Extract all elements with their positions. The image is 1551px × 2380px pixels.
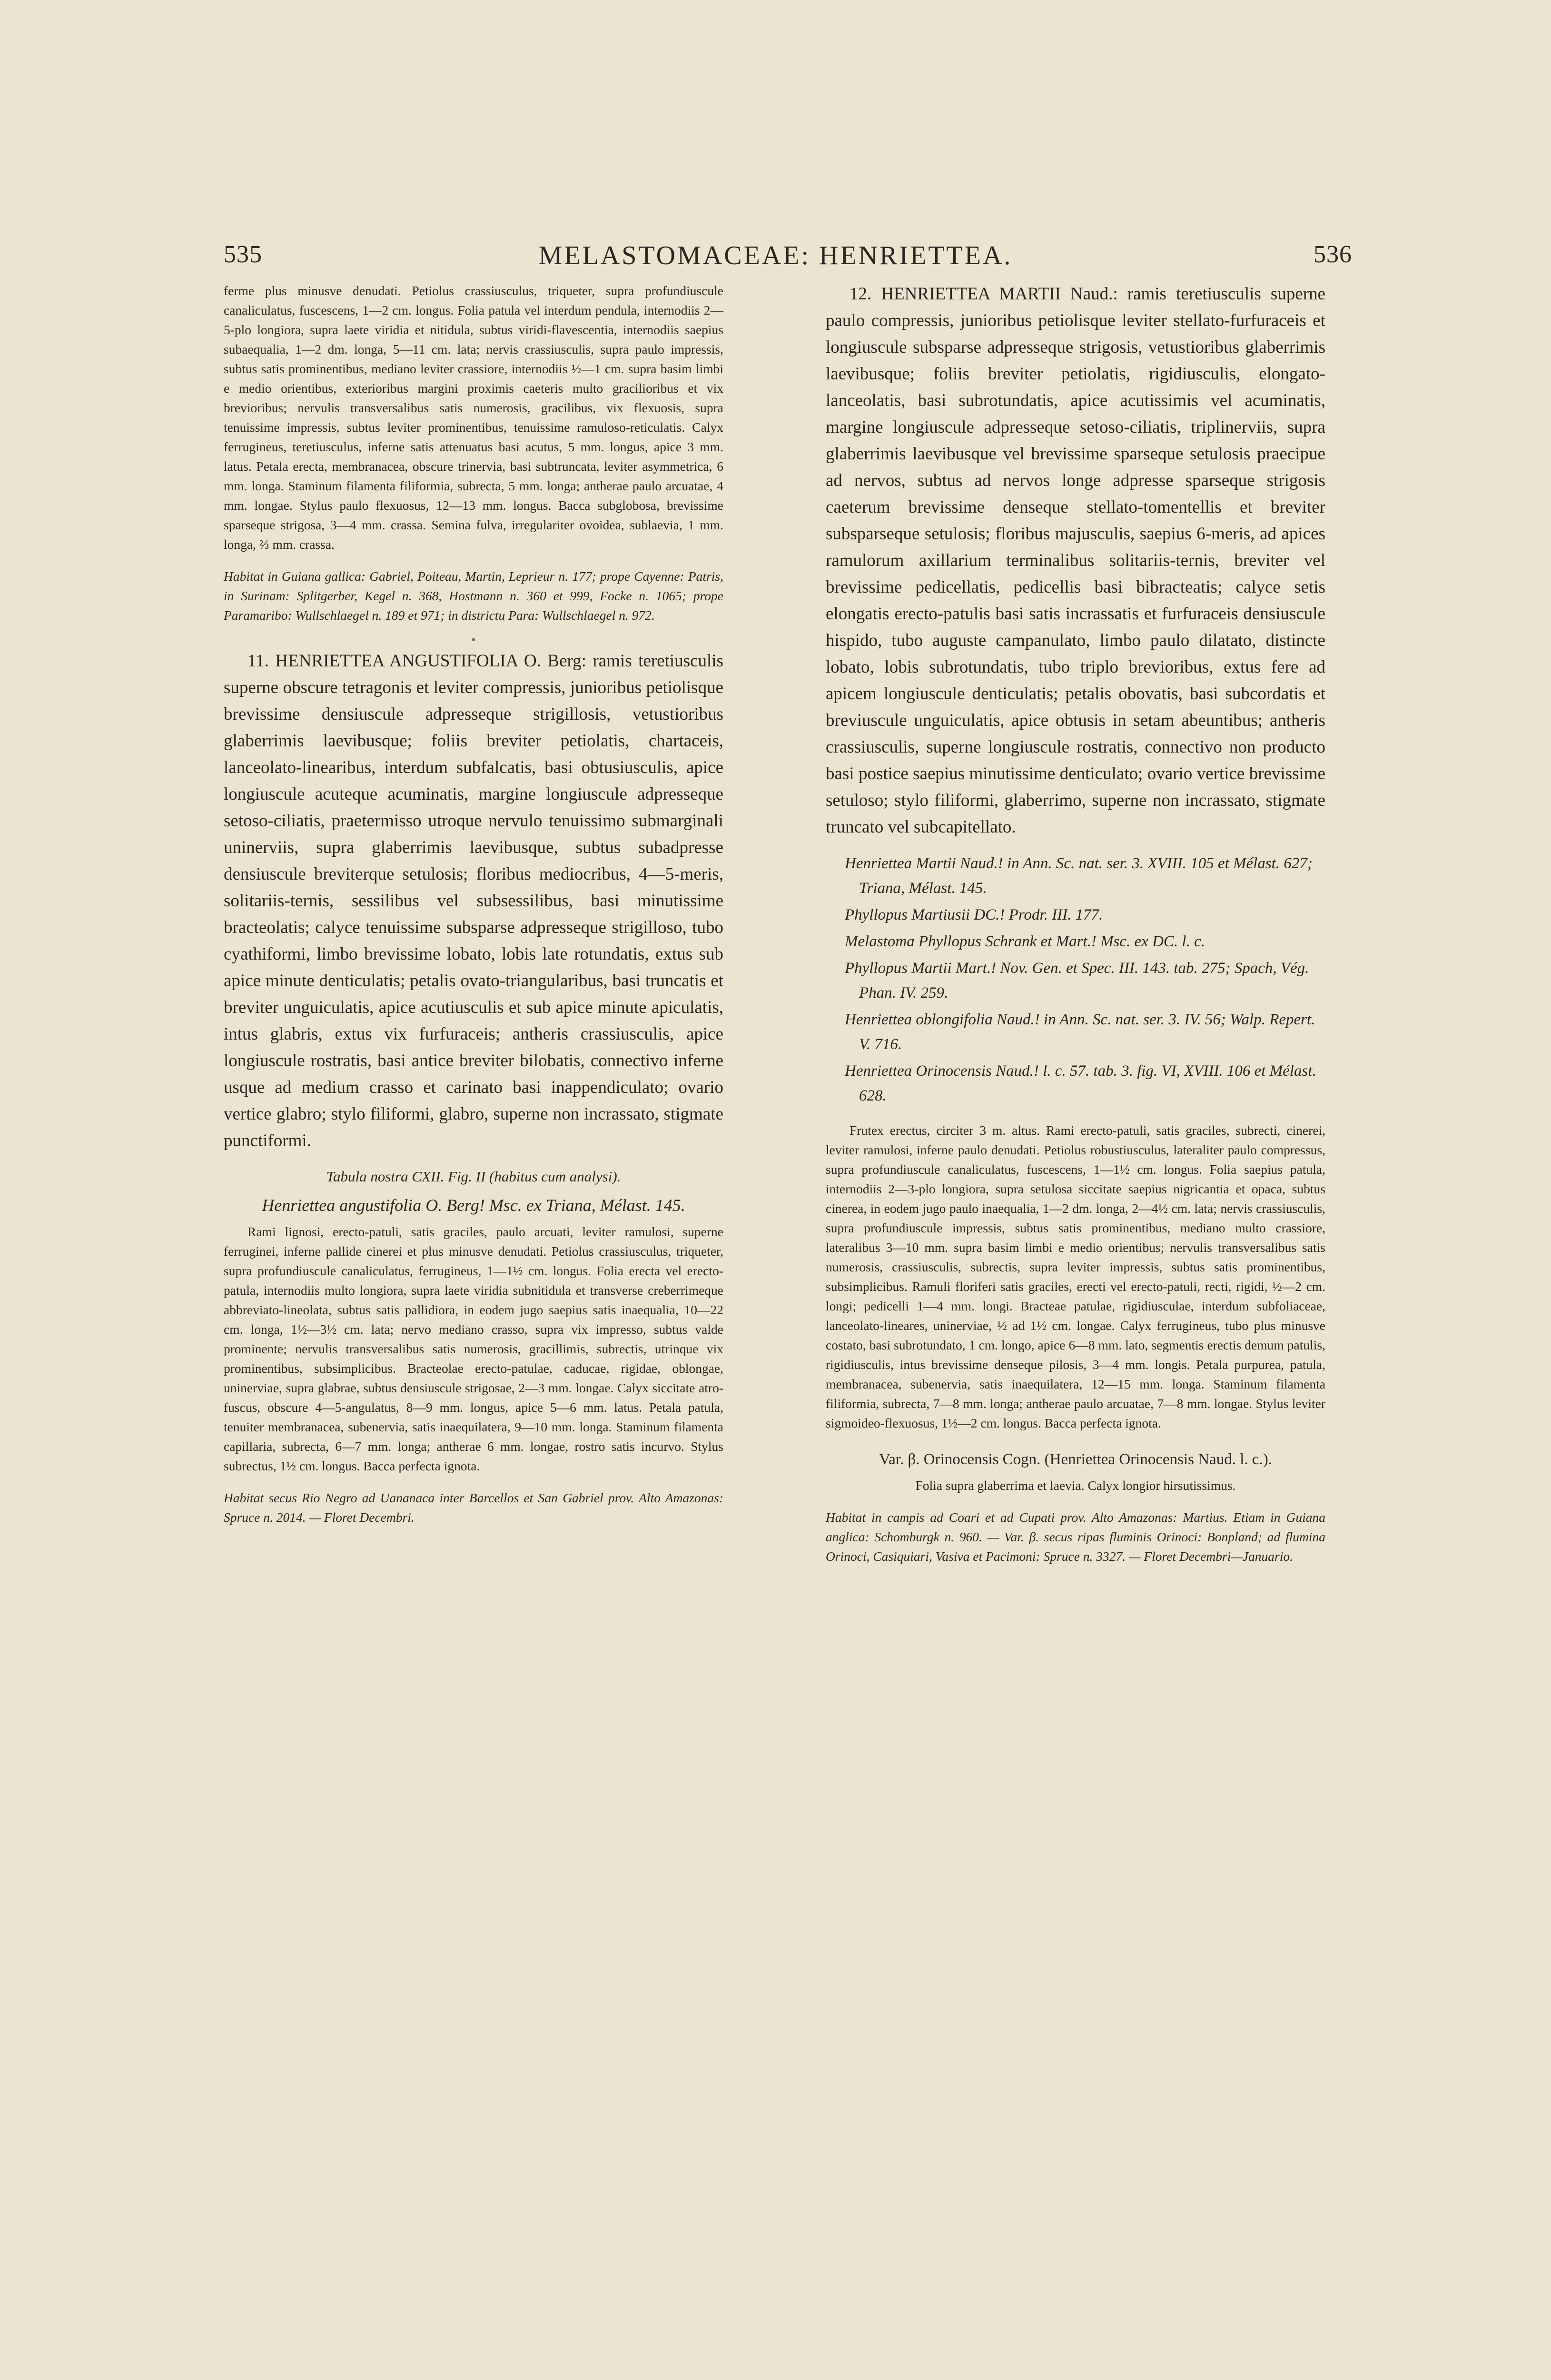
- continued-description: ferme plus minusve denudati. Petiolus crassiusculus, triqueter, supra profundiuscule canaliculatus, fuscescens, 1—2 cm. longus. Folia patula vel interdum pendula, internodiis 2—5-plo longiora, supra laete viridia et nitidula, subtus viridi-flavescentia, internodiis saepius subaequalia, 1—2 dm. longa, 5—11 cm. lata; nervis crassiusculis, supra paulo impressis, subtus satis prominentibus, mediano leviter crassiore, internodiis ½—1 cm. supra basim limbi e medio orientibus, exterioribus margini proximis caeteris multo gracilioribus et vix brevioribus; nervulis transversalibus satis numerosis, gracilibus, vix flexuosis, supra tenuissime impressis, subtus leviter prominentibus, tenuissime ramuloso-reticulatis. Calyx ferrugineus, teretiusculus, inferne satis attenuatus basi acutus, 5 mm. longus, apice 3 mm. latus. Petala erecta, membranacea, obscure trinervia, basi subtruncata, leviter asymmetrica, 6 mm. longa. Staminum filamenta filiformia, subrecta, 5 mm. longa; antherae paulo arcuatae, 4 mm. longae. Stylus paulo flexuosus, 12—13 mm. longus. Bacca subglobosa, brevissime sparseque strigosa, 3—4 mm. crassa. Semina fulva, irregulariter ovoidea, sublaevia, 1 mm. longa, ⅔ mm. crassa.: [224, 283, 723, 552]
- synonym-entry: Henriettea Orinocensis Naud.! l. c. 57. tab. 3. fig. VI, XVIII. 106 et Mélast. 628.: [845, 1062, 1316, 1104]
- running-header: MELASTOMACEAE: HENRIETTEA.: [538, 241, 1013, 270]
- species-11-description: Rami lignosi, erecto-patuli, satis graciles, paulo arcuati, leviter ramulosi, superne ferruginei, inferne pallide cinerei et plus minusve denudati. Petiolus crassiusculus, triqueter, supra profundiuscule canaliculatus, ferrugineus, 1—1½ cm. longus. Folia erecta vel erecto-patula, internodiis multo longiora, supra laete viridia subnitidula et transverse creberrimeque abbreviato-lineolata, subtus satis pallidiora, in eodem jugo saepius satis inaequalia, 10—22 cm. longa, 1½—3½ cm. lata; nervo mediano crasso, supra vix impresso, subtus valde prominente; nervulis transversalibus satis numerosis, gracillimis, subrectis, utrinque vix prominentibus, subsimplicibus. Bracteolae erecto-patulae, caducae, rigidae, oblongae, uninerviae, supra glabrae, subtus densiuscule strigosae, 2—3 mm. longae. Calyx siccitate atro-fuscus, obscure 4—5-angulatus, 8—9 mm. longus, apice 5—6 mm. latus. Petala patula, tenuiter membranacea, subenervia, satis inaequilatera, 9—10 mm. longa. Staminum filamenta capillaria, subrecta, 6—7 mm. longa; antherae 6 mm. longae, rostro satis incurvo. Stylus subrectus, 1½ cm. longus. Bacca perfecta ignota.: [224, 1224, 723, 1473]
- page-number-right: 536: [1314, 241, 1352, 268]
- species-11-synonym: Henriettea angustifolia O. Berg! Msc. ex Triana, Mélast. 145.: [262, 1196, 685, 1215]
- page-number-left: 535: [224, 241, 262, 268]
- plate-reference: Tabula nostra CXII. Fig. II (habitus cum analysi).: [326, 1168, 621, 1185]
- synonym-entry: Phyllopus Martii Mart.! Nov. Gen. et Spec. III. 143. tab. 275; Spach, Vég. Phan. IV. 259.: [845, 960, 1309, 1002]
- species-11-habitat: Habitat secus Rio Negro ad Uananaca inter Barcellos et San Gabriel prov. Alto Amazonas: Spruce n. 2014. — Floret Decembri.: [224, 1490, 723, 1525]
- left-column: [224, 281, 723, 1532]
- column-divider: [776, 286, 777, 1899]
- species-11-diagnosis: 11. HENRIETTEA ANGUSTIFOLIA O. Berg: ramis teretiusculis superne obscure tetragonis et leviter compressis, junioribus petiolisque brevissime densiuscule adpresseque strigillosis, vetustioribus glaberrimis laevibusque; foliis breviter petiolatis, chartaceis, lanceolato-linearibus, interdum subfalcatis, basi obtusiusculis, apice longiuscule acuteque acuminatis, margine longiuscule adpresseque setoso-ciliatis, praetermisso utroque nervulo tenuissimo submarginali uninerviis, supra glaberrimis laevibusque, subtus subadpresse densiuscule breviterque setulosis; floribus mediocribus, 4—5-meris, solitariis-ternis, sessilibus vel subsessilibus, basi minutissime bracteolatis; calyce tenuissime subsparse adpresseque strigilloso, tubo cyathiformi, limbo brevissime lobato, lobis late rotundatis, extus sub apice minute denticulatis; petalis ovato-triangularibus, basi truncatis et breviter unguiculatis, apice acutiusculis et sub apice minute apiculatis, intus glabris, extus vix furfuraceis; antheris crassiusculis, apice longiuscule rostratis, basi antice breviter bilobatis, connectivo inferne usque ad medium crasso et carinato basi inappendiculato; ovario vertice glabro; stylo filiformi, glabro, superne non incrassato, stigmate punctiformi.: [224, 651, 723, 1150]
- synonym-entry: Henriettea Martii Naud.! in Ann. Sc. nat. ser. 3. XVIII. 105 et Mélast. 627; Triana, Mélast. 145.: [845, 855, 1313, 897]
- synonym-entry: Phyllopus Martiusii DC.! Prodr. III. 177.: [845, 906, 1103, 923]
- synonym-entry: Henriettea oblongifolia Naud.! in Ann. Sc. nat. ser. 3. IV. 56; Walp. Repert. V. 716.: [845, 1011, 1315, 1053]
- ornament-mark: •: [471, 633, 476, 647]
- habitat-previous-species: Habitat in Guiana gallica: Gabriel, Poiteau, Martin, Leprieur n. 177; prope Cayenne: Patris, in Surinam: Splitgerber, Kegel n. 368, Hostmann n. 360 et 999, Focke n. 1065; prope Paramaribo: Wullschlaegel n. 189 et 971; in districtu Para: Wullschlaegel n. 972.: [224, 569, 723, 623]
- species-12-synonyms: [826, 851, 1325, 1108]
- variety-note: Folia supra glaberrima et laevia. Calyx longior hirsutissimus.: [915, 1478, 1236, 1493]
- species-12-diagnosis: 12. HENRIETTEA MARTII Naud.: ramis teretiusculis superne paulo compressis, junioribus petiolisque leviter stellato-furfuraceis et longiuscule subsparse adpresseque strigosis, vetustioribus glaberrimis laevibusque; foliis breviter petiolatis, rigidiusculis, elongato-lanceolatis, basi subrotundatis, apice acutissimis vel acuminatis, margine longiuscule adpresseque setoso-ciliatis, triplinerviis, supra glaberrimis laevibusque vel brevissime sparseque setulosis praecipue ad nervos, subtus ad nervos longe adpresse sparseque strigosis caeterum brevissime denseque stellato-tomentellis et breviter subsparseque setulosis; floribus majusculis, saepius 6-meris, ad apices ramulorum axillarium terminalibus solitariis-ternis, breviter vel brevissime pedicellatis, pedicellis basi bibracteatis; calyce setis elongatis erecto-patulis basi satis incrassatis et furfuraceis densiuscule hispido, tubo auguste campanulato, limbo paulo dilatato, distincte lobato, lobis subrotundatis, tubo triplo brevioribus, extus fere ad apicem longiuscule denticulatis; petalis obovatis, basi subcordatis et breviuscule unguiculatis, apice obtusis in setam abeuntibus; antheris crassiusculis, superne longiuscule rostratis, connectivo non producto basi postice saepius minutissime denticulato; ovario vertice brevissime setuloso; stylo filiformi, glaberrimo, superne non incrassato, stigmate truncato vel subcapitellato.: [826, 284, 1325, 837]
- synonym-entry: Melastoma Phyllopus Schrank et Mart.! Msc. ex DC. l. c.: [845, 933, 1205, 950]
- species-12-habitat: Habitat in campis ad Coari et ad Cupati prov. Alto Amazonas: Martius. Etiam in Guiana anglica: Schomburgk n. 960. — Var. β. secus ripas fluminis Orinoci: Bonpland; ad flumina Orinoci, Casiquiari, Vasiva et Pacimoni: Spruce n. 3327. — Floret Decembri—Januario.: [826, 1510, 1325, 1564]
- right-column: [826, 281, 1325, 1571]
- species-12-description: Frutex erectus, circiter 3 m. altus. Rami erecto-patuli, satis graciles, subrecti, cinerei, leviter ramulosi, inferne paulo denudati. Petiolus robustiusculus, lateraliter paulo compressus, supra profundiuscule canaliculatus, fuscescens, 1—1½ cm. longus. Folia saepius patula, internodiis 2—3-plo longiora, supra setulosa siccitate saepius nigricantia et opaca, subtus cinerea, in eodem jugo paulo inaequalia, 1—2 dm. longa, 2—4½ cm. lata; nervis crassiusculis, supra profundiuscule impressis, subtus satis prominentibus, mediano multo crassiore, lateralibus 3—10 mm. supra basim limbi e medio orientibus; nervulis transversalibus satis numerosis, crassiusculis, subrectis, supra leviter impressis, subtus satis prominentibus, subsimplicibus. Ramuli floriferi satis graciles, erecti vel erecto-patuli, recti, rigidi, ½—2 cm. longi; pedicelli 1—4 mm. longi. Bracteae patulae, rigidiusculae, interdum subfoliaceae, lanceolato-lineares, uninerviae, ½ ad 1½ cm. longae. Calyx ferrugineus, tubo plus minusve costato, basi subrotundato, 1 cm. longo, apice 6—8 mm. lato, segmentis erectis demum patulis, rigidiusculis, intus brevissime denseque pilosis, 3—4 mm. longis. Petala purpurea, patula, membranacea, subenervia, satis inaequilatera, 12—15 mm. longa. Staminum filamenta filiformia, subrecta, 7—8 mm. longa; antherae paulo arcuatae, 7—8 mm. longae. Stylus leviter sigmoideo-flexuosus, 1½—2 cm. longus. Bacca perfecta ignota.: [826, 1123, 1325, 1430]
- variety-heading: Var. β. Orinocensis Cogn. (Henriettea Orinocensis Naud. l. c.).: [879, 1451, 1272, 1468]
